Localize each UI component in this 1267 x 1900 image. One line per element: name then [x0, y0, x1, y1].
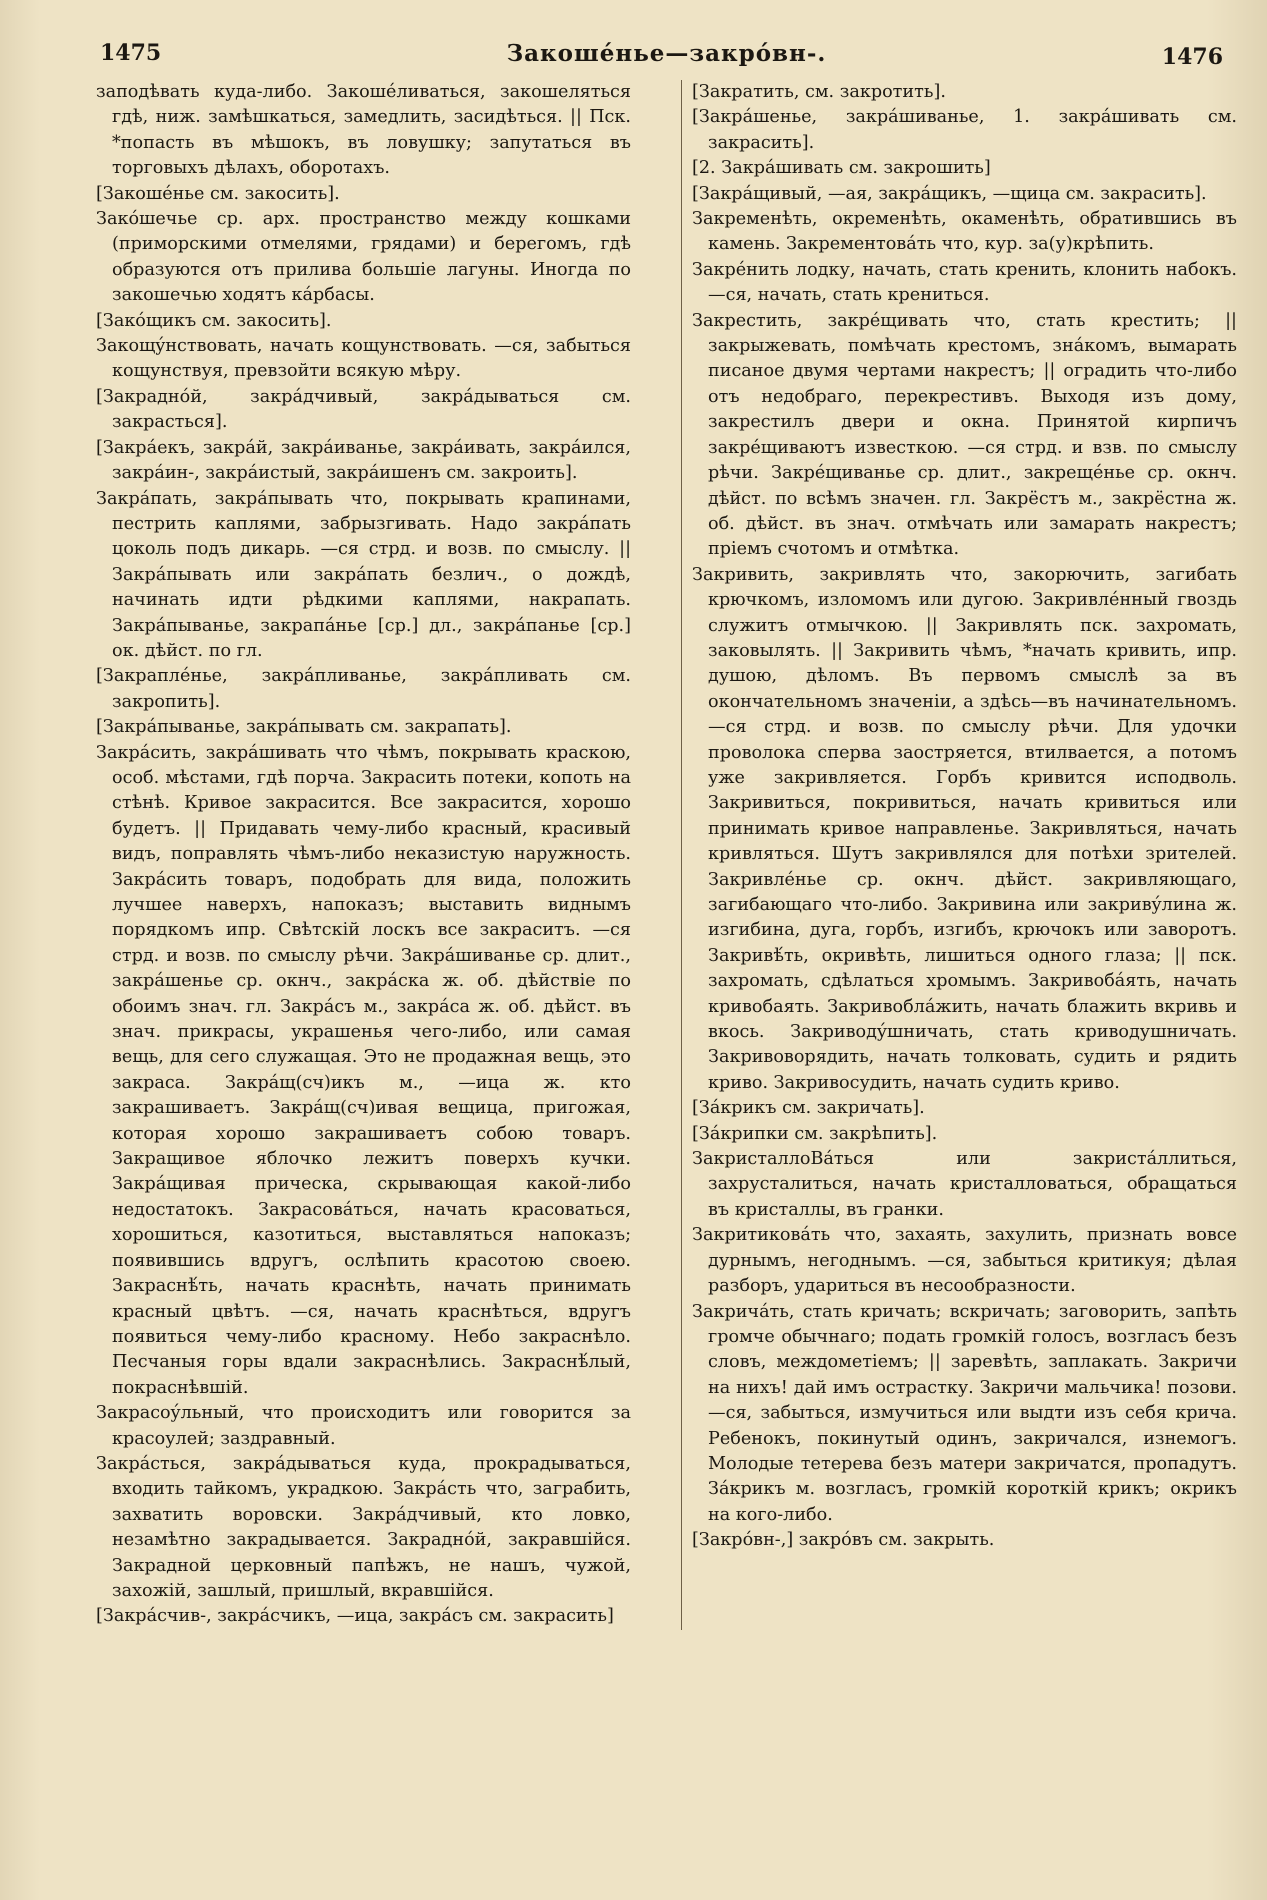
two-column-body: [96, 80, 1237, 1630]
dictionary-entry: [Закрáщивый, —ая, закрáщикъ, —щица см. закрасить].: [692, 183, 1207, 204]
dictionary-entry: Закрáсить, закрáшивать что чѣмъ, покрывать краскою, особ. мѣстами, гдѣ порча. Закрасить потеки, копоть на стѣнѣ. Кривое закрасится. Все закрасится, хорошо будетъ. || Придавать чему-либо красный, красивый видъ, поправлять чѣмъ-либо неказистую наружность. Закрáсить товаръ, подобрать для вида, положить лучшее наверхъ, напоказъ; выставить виднымъ порядкомъ ипр. Свѣтскiй лоскъ все закраситъ. —ся стрд. и возв. по смыслу рѣчи. Закрáшиванье ср. длит., закрáшенье ср. окнч., закрáска ж. об. дѣйствiе по обоимъ знач. гл. Закрáсъ м., закрáса ж. об. дѣйст. въ знач. прикрасы, украшенья чего-либо, или самая вещь, для сего служащая. Это не продажная вещь, это закраса. Закрáщ(сч)икъ м., —ица ж. кто закрашиваетъ. Закрáщ(сч)ивая вещица, пригожая, которая хорошо закрашиваетъ собою товаръ. Закращивое яблочко лежитъ поверхъ кучки. Закрáщивая прическа, скрывающая какой-либо недостатокъ. Закрасовáться, начать красоваться, хорошиться, казотиться, выставляться напоказъ; появившись вдругъ, ослѣпить красотою своею. Закраснѣ́ть, начать краснѣть, начать принимать красный цвѣтъ. —ся, начать краснѣться, вдругъ появиться чему-либо красному. Небо закраснѣло. Песчаныя горы вдали закраснѣлись. Закраснѣ́лый, покраснѣвшiй.: [96, 742, 631, 1398]
dictionary-entry: [Закратить, см. закротить].: [692, 82, 946, 102]
dictionary-entry: [Закрáсчив-, закрáсчикъ, —ица, закрáсъ см. закрасить]: [96, 1606, 614, 1627]
dictionary-entry: [Зáкрипки см. закрѣпить].: [692, 1123, 938, 1144]
dictionary-entry: Закременѣть, окременѣть, окаменѣть, обратившись въ камень. Закрементовáть что, кур. за(у)крѣпить.: [692, 209, 1237, 255]
dictionary-entry: Закритиковáть что, захаять, захулить, признать вовсе дурнымъ, негоднымъ. —ся, забыться критикуя; дѣлая разборъ, удариться въ несообразности.: [692, 1225, 1237, 1297]
dictionary-entry: [2. Закрáшивать см. закрошить]: [692, 158, 991, 179]
dictionary-entry: [Закóщикъ см. закосить].: [96, 310, 332, 331]
dictionary-entry: Закрáсться, закрáдываться куда, прокрадываться, входить тайкомъ, украдкою. Закрáсть что, заграбить, захватить воровски. Закрáдчивый, кто ловко, незамѣтно закрадывается. Закраднóй, закравшiйся. Закрадной церковный папѣжъ, не нашъ, чужой, захожiй, зашлый, пришлый, вкравшiйся.: [96, 1453, 631, 1601]
dictionary-entry: [Закраднóй, закрáдчивый, закрáдываться см. закрасться].: [96, 386, 631, 433]
dictionary-entry: Закрéнить лодку, начать, стать кренить, клонить набокъ. —ся, начать, стать крениться.: [692, 259, 1237, 306]
dictionary-entry: Закрáпать, закрáпывать что, покрывать крапинами, пестрить каплями, забрызгивать. Надо закрáпать цоколь подъ дикарь. —ся стрд. и возв. по смыслу. || Закрáпывать или закрáпать безлич., о дождѣ, начинать идти рѣдкими каплями, накрапать. Закрáпыванье, закрапáнье [ср.] дл., закрáпанье [ср.] ок. дѣйст. по гл.: [96, 488, 631, 661]
dictionary-entry: заподѣвать куда-либо. Закошéливаться, закошеляться гдѣ, ниж. замѣшкаться, замедлить, засидѣться. || Пск. *попасть въ мѣшокъ, въ ловушку; запутаться въ торговыхъ дѣлахъ, оборотахъ.: [96, 82, 631, 179]
dictionary-entry: [Закрáшенье, закрáшиванье, 1. закрáшивать см. закрасить].: [692, 107, 1237, 153]
dictionary-entry: Закóшечье ср. арх. пространство между кошками (приморскими отмелями, грядами) и берегомъ, гдѣ образуются отъ прилива большiе лагуны. Иногда по закошечью ходятъ кáрбасы.: [96, 209, 631, 306]
running-header: [96, 30, 1237, 76]
dictionary-entry: Закричáть, стать кричать; вскричать; заговорить, запѣть громче обычнаго; подать громкiй голосъ, возгласъ безъ словъ, междометiемъ; || заревѣть, заплакать. Закричи на нихъ! дай имъ острастку. Закричи мальчика! позови. —ся, забыться, измучиться или выдти изъ себя крича. Ребенокъ, покинутый одинъ, закричался, изнемогъ. Молодые тетерева безъ матери закричатся, пропадутъ. Зáкрикъ м. возгласъ, громкiй короткiй крикъ; окрикъ на кого-либо.: [692, 1301, 1237, 1525]
dictionary-entry: Закрасоýльный, что происходитъ или говорится за красоулей; заздравный.: [96, 1403, 631, 1449]
left-page-number: 1475: [100, 40, 162, 66]
right-column: [681, 80, 1237, 1630]
running-title: Закошéнье—закрóвн-.: [506, 40, 827, 67]
dictionary-entry: Закощýнствовать, начать кощунствовать. —ся, забыться кощунствуя, превзойти всякую мѣру.: [96, 336, 631, 382]
dictionary-entry: [Закошéнье см. закосить].: [96, 183, 340, 204]
dictionary-entry: [Закрóвн-,] закрóвъ см. закрыть.: [692, 1530, 995, 1551]
dictionary-entry: Закрестить, закрéщивать что, стать крестить; || закрыжевать, помѣчать крестомъ, знáкомъ, вымарать писаное двумя чертами накрестъ; || оградить что-либо отъ недобраго, перекрестивъ. Выходя изъ дому, закрестилъ двери и окна. Принятой кирпичъ закрéщиваютъ известкою. —ся стрд. и взв. по смыслу рѣчи. Закрéщиванье ср. длит., закрещéнье ср. окнч. дѣйст. по всѣмъ значен. гл. Закрёстъ м., закрёстна ж. об. дѣйст. въ знач. отмѣчать или замарать накрестъ; прiемъ счотомъ и отмѣтка.: [692, 310, 1237, 560]
dictionary-entry: [Закрáпыванье, закрáпывать см. закрапать].: [96, 717, 512, 738]
left-column: [96, 80, 631, 1630]
dictionary-entry: [Закраплéнье, закрáпливанье, закрáпливать см. закропить].: [96, 666, 631, 712]
right-page-number: 1476: [1161, 44, 1223, 70]
dictionary-entry: ЗакристаллоBáться или закристáллиться, захрусталиться, начать кристалловаться, обращаться въ кристаллы, въ гранки.: [692, 1149, 1237, 1220]
dictionary-entry: Закривить, закривлять что, закорючить, загибать крючкомъ, изломомъ или дугою. Закривлéнный гвоздь служитъ отмычкою. || Закривлять пск. захромать, заковылять. || Закривить чѣмъ, *начать кривить, ипр. душою, дѣломъ. Въ первомъ смыслѣ за въ окончательномъ значенiи, а здѣсь—въ начинательномъ. —ся стрд. и возв. по смыслу рѣчи. Для удочки проволока сперва заостряется, втилвается, а потомъ уже закривляется. Горбъ кривится исподволь. Закривиться, покривиться, начать кривиться или принимать кривое направленье. Закривляться, начать кривляться. Шутъ закривлялся для потѣхи зрителей. Закривлéнье ср. окнч. дѣйст. закривляющаго, загибающаго что-либо. Закривина или закривýлина ж. изгибина, дуга, горбъ, изгибъ, крючокъ или заворотъ. Закривѣ́ть, окривѣть, лишиться одного глаза; || пск. захромать, сдѣлаться хромымъ. Закривобáять, начать кривобаять. Закривоблáжить, начать блажить вкривь и вкось. Закриводýшничать, стать криводушничать. Закривоворядить, начать толковать, судить и рядить криво. Закривосудить, начать судить криво.: [692, 564, 1237, 1093]
dictionary-entry: [Закрáекъ, закрáй, закрáиванье, закрáивать, закрáился, закрáин-, закрáистый, закрáишенъ см. закроить].: [96, 437, 631, 484]
dictionary-entry: [Зáкрикъ см. закричать].: [692, 1098, 925, 1119]
